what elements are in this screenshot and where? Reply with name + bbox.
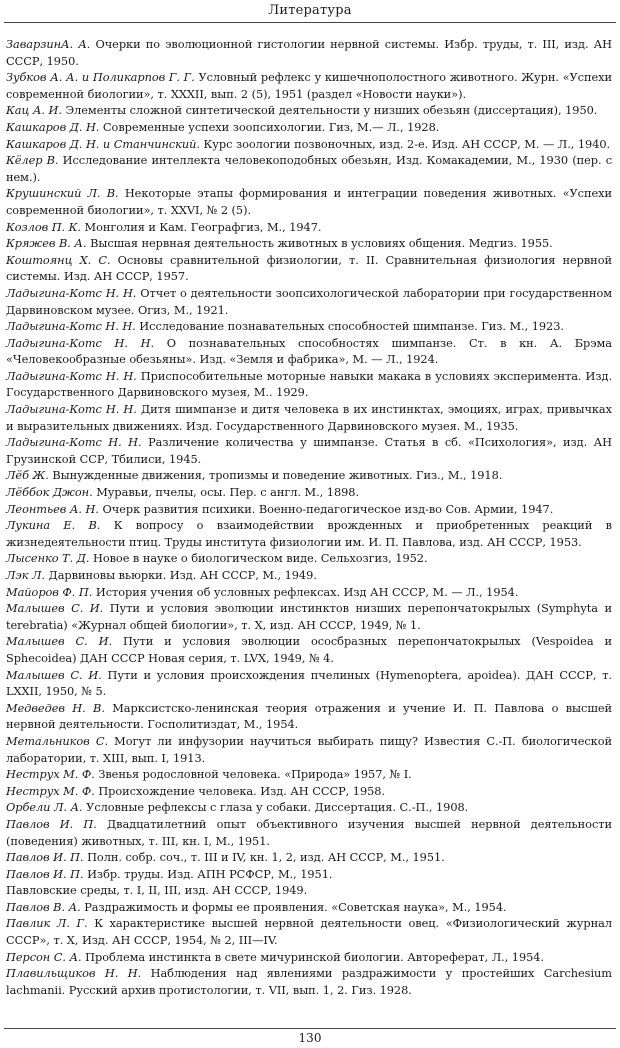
bibliography-entry <box>6 252 612 285</box>
bibliography-entry <box>6 235 612 252</box>
bibliography-entry <box>6 915 612 948</box>
entry-text: Наблюдения над явлениями раздражимости у простейших Carchesium lachmanii. Русский архив протистологии, т. VII, вып. 1, 2. Гиз. 1928. <box>6 966 612 997</box>
entry-author: Лысенко Т. Д. <box>6 551 90 566</box>
entry-author: Кашкаров Д. Н. и Станчинский. <box>6 136 200 151</box>
entry-author: Персон С. А. <box>6 949 82 964</box>
bibliography-entry <box>6 335 612 368</box>
entry-author: Павлов И. П. <box>6 866 84 881</box>
entry-text: Высшая нервная деятельность животных в условиях общения. Медгиз. 1955. <box>86 236 553 251</box>
bibliography-entry <box>6 219 612 236</box>
entry-text: Исследование интеллекта человекоподобных обезьян, Изд. Комакадемии, М., 1930 (пер. с нем.). <box>6 153 612 184</box>
running-title: Литература <box>268 3 352 18</box>
entry-text: Условный рефлекс у кишечнополостного животного. Журн. «Успехи современной биологии», т. XXXII, вып. 2 (5), 1951 (раздел «Новости науки»). <box>6 70 612 101</box>
footer-rule <box>4 1028 616 1029</box>
entry-text: Исследование познавательных способностей шимпанзе. Гиз. М., 1923. <box>135 319 564 334</box>
bibliography-entry <box>6 799 612 816</box>
entry-author: Ладыгина-Котс Н. Н. <box>6 285 137 300</box>
bibliography-entry <box>6 484 612 501</box>
entry-author: Ладыгина-Котс Н. Н. <box>6 335 155 350</box>
entry-text: Дарвиновы вьюрки. Изд. АН СССР, М., 1949. <box>44 568 317 582</box>
bibliography-entry <box>6 700 612 733</box>
entry-text: Различение количества у шимпанзе. Статья в сб. «Психология», изд. АН Грузинской ССР, Тбилиси, 1945. <box>6 435 613 466</box>
entry-text: Двадцатилетний опыт объективного изучения высшей нервной деятельности (поведения) животных, т. III, кн. I, М., 1951. <box>6 816 612 848</box>
bibliography-entry <box>6 899 612 916</box>
bibliography-entry <box>6 102 612 119</box>
bibliography-entry <box>6 783 612 800</box>
entry-author: Малышев С. И. <box>6 601 104 616</box>
bibliography-entry <box>6 501 612 518</box>
entry-text: Муравьи, пчелы, осы. Пер. с англ. М., 1898. <box>92 485 360 500</box>
entry-author: Кряжев В. А. <box>6 236 87 251</box>
entry-author: Малышев С. И. <box>6 634 113 649</box>
entry-text: О познавательных способностях шимпанзе. Ст. в кн. А. Брэма «Человекообразные обезьяны». Изд. «Земля и фабрика», М. — Л., 1924. <box>6 335 612 367</box>
entry-text: Звенья родословной человека. «Природа» 1957, № I. <box>94 767 412 782</box>
entry-text: История учения об условных рефлексах. Изд АН СССР, М. — Л., 1954. <box>92 584 519 599</box>
entry-author: Лэк Л. <box>6 568 45 582</box>
entry-author: Лукина Е. В. <box>6 518 101 533</box>
entry-text: Пути и условия эволюции инстинктов низших перепончатокрылых (Symphyta и terebratia) «Журнал общей биологии», т. X, изд. АН СССР, 1949, № 1. <box>6 601 612 632</box>
bibliography-entry <box>6 633 612 666</box>
bibliography-entry <box>6 285 612 318</box>
bibliography-entry <box>6 185 612 218</box>
entry-author: Ладыгина-Котс Н. Н. <box>6 402 137 417</box>
entry-text: Условные рефлексы с глаза у собаки. Диссертация. С.-П., 1908. <box>82 800 469 815</box>
bibliography-entry <box>6 600 612 633</box>
entry-author: Лёббок Джон. <box>6 485 93 500</box>
bibliography-entry <box>6 36 612 69</box>
bibliography-entry <box>6 467 612 484</box>
bibliography-entry <box>6 882 612 899</box>
bibliography-entry <box>6 766 612 783</box>
entry-text: Вынужденные движения, тропизмы и поведение животных. Гиз., М., 1918. <box>48 468 503 483</box>
bibliography-list <box>6 36 612 998</box>
entry-author: Ладыгина-Котс Н. Н. <box>6 319 136 334</box>
bibliography-entry <box>6 368 612 401</box>
page-number: 130 <box>298 1031 322 1045</box>
entry-author: Павлик Л. Г. <box>6 916 88 931</box>
bibliography-entry <box>6 152 612 185</box>
entry-text: Проблема инстинкта в свете мичуринской биологии. Автореферат, Л., 1954. <box>81 949 545 964</box>
bibliography-entry <box>6 949 612 966</box>
bibliography-entry <box>6 849 612 866</box>
entry-author: Медведев Н. В. <box>6 700 105 715</box>
entry-author: Коштоянц Х. С. <box>6 252 111 267</box>
bibliography-entry <box>6 318 612 335</box>
entry-text: Отчет о деятельности зоопсихологической лаборатории при государственном Дарвиновском музее. Огиз, М., 1921. <box>6 285 613 317</box>
entry-text: Очерк развития психики. Военно-педагогическое изд-во Сов. Армии, 1947. <box>98 501 554 516</box>
bibliography-entry <box>6 136 612 153</box>
entry-author: Неструх М. Ф. <box>6 783 95 798</box>
bibliography-entry <box>6 567 612 584</box>
entry-text: К вопросу о взаимодействии врожденных и приобретенных реакций в жизнедеятельности птиц. Труды института физиологии им. И. П. Павлова, изд. АН СССР, 1953. <box>6 518 612 549</box>
entry-text: Приспособительные моторные навыки макака в условиях эксперимента. Изд. Государственного Дарвиновского музея, М.. 1929. <box>6 368 612 400</box>
entry-text: Избр. труды. Изд. АПН РСФСР, М., 1951. <box>83 866 333 881</box>
entry-author: Майоров Ф. П. <box>6 584 93 599</box>
entry-author: Павлов И. П. <box>6 816 97 831</box>
entry-text: Курс зоологии позвоночных, изд. 2-е. Изд. АН СССР, М. — Л., 1940. <box>199 136 611 151</box>
entry-text: Современные успехи зоопсихологии. Гиз, М.— Л., 1928. <box>99 119 440 134</box>
entry-author: Ладыгина-Котс Н. Н. <box>6 435 142 450</box>
entry-text: Могут ли инфузории научиться выбирать пищу? Известия С.-П. биологической лаборатории, т. XIII, вып. I, 1913. <box>6 733 612 765</box>
bibliography-entry <box>6 401 612 434</box>
entry-author: Метальников С. <box>6 733 109 748</box>
entry-text: Новое в науке о биологическом виде. Сельхозгиз, 1952. <box>89 551 428 566</box>
entry-author: Кац А. И. <box>6 103 62 118</box>
bibliography-entry <box>6 69 612 102</box>
entry-text: Пути и условия происхождения пчелиных (Hymenoptera, apoidea). ДАН СССР, т. LXXII, 1950, № 5. <box>6 667 612 699</box>
entry-author: Павлов В. А. <box>6 899 81 914</box>
entry-text: Павловские среды, т. I, II, III, изд. АН СССР, 1949. <box>6 883 308 898</box>
entry-author: Неструх М. Ф. <box>6 767 95 782</box>
entry-text: К характеристике высшей нервной деятельности овец. «Физиологический журнал СССР», т. X, Изд. АН СССР, 1954, № 2, III—IV. <box>6 916 612 948</box>
entry-author: Ладыгина-Котс Н. Н. <box>6 368 137 383</box>
bibliography-entry <box>6 434 612 467</box>
page-header <box>0 0 620 24</box>
bibliography-entry <box>6 733 612 766</box>
entry-author: ЗаварзинА. А. <box>6 37 91 51</box>
entry-text: Элементы сложной синтетической деятельности у низших обезьян (диссертация), 1950. <box>61 103 598 118</box>
entry-text: Некоторые этапы формирования и интеграции поведения животных. «Успехи современной биологии», т. XXVI, № 2 (5). <box>6 186 612 217</box>
entry-author: Зубков А. А. и Поликарпов Г. Г. <box>6 70 195 85</box>
entry-author: Малышев С. И. <box>6 667 102 682</box>
bibliography-entry <box>6 517 612 550</box>
bibliography-entry <box>6 119 612 136</box>
bibliography-entry <box>6 816 612 849</box>
bibliography-entry <box>6 866 612 883</box>
entry-text: Дитя шимпанзе и дитя человека в их инстинктах, эмоциях, играх, привычках и выразительных движениях. Изд. Государственного Дарвиновского музея. М., 1935. <box>6 402 612 433</box>
entry-text: Монголия и Кам. Географгиз, М., 1947. <box>80 219 322 234</box>
entry-text: Полн. собр. соч., т. III и IV, кн. 1, 2, изд. АН СССР, М., 1951. <box>83 850 445 865</box>
bibliography-entry <box>6 667 612 700</box>
entry-author: Плавильщиков Н. Н. <box>6 966 142 981</box>
entry-text: Марксистско-ленинская теория отражения и учение И. П. Павлова о высшей нервной деятельности. Госполитиздат, М., 1954. <box>6 700 612 732</box>
entry-text: Основы сравнительной физиологии, т. II. Сравнительная физиология нервной системы. Изд. АН СССР, 1957. <box>6 252 612 284</box>
entry-text: Раздражимость и формы ее проявления. «Советская наука», М., 1954. <box>80 899 507 914</box>
entry-text: Пути и условия эволюции ососбразных перепончатокрылых (Vespoidea и Sphecoidea) ДАН СССР Новая серия, т. LVX, 1949, № 4. <box>6 634 613 665</box>
entry-author: Кашкаров Д. Н. <box>6 119 100 134</box>
header-rule <box>4 22 616 23</box>
entry-author: Леонтьев А. Н. <box>6 501 99 516</box>
entry-author: Лёб Ж. <box>6 468 49 483</box>
entry-author: Кёлер В. <box>6 153 59 168</box>
entry-author: Крушинский Л. В. <box>6 186 119 201</box>
entry-author: Орбели Л. А. <box>6 800 83 815</box>
bibliography-entry <box>6 965 612 998</box>
entry-text: Очерки по эволюционной гистологии нервной системы. Избр. труды, т. III, изд. АН СССР, 1950. <box>6 37 612 68</box>
bibliography-entry <box>6 550 612 567</box>
entry-author: Павлов И. П. <box>6 850 84 865</box>
bibliography-entry <box>6 584 612 601</box>
entry-text: Происхождение человека. Изд. АН СССР, 1958. <box>94 783 386 798</box>
entry-author: Козлов П. К. <box>6 219 81 234</box>
